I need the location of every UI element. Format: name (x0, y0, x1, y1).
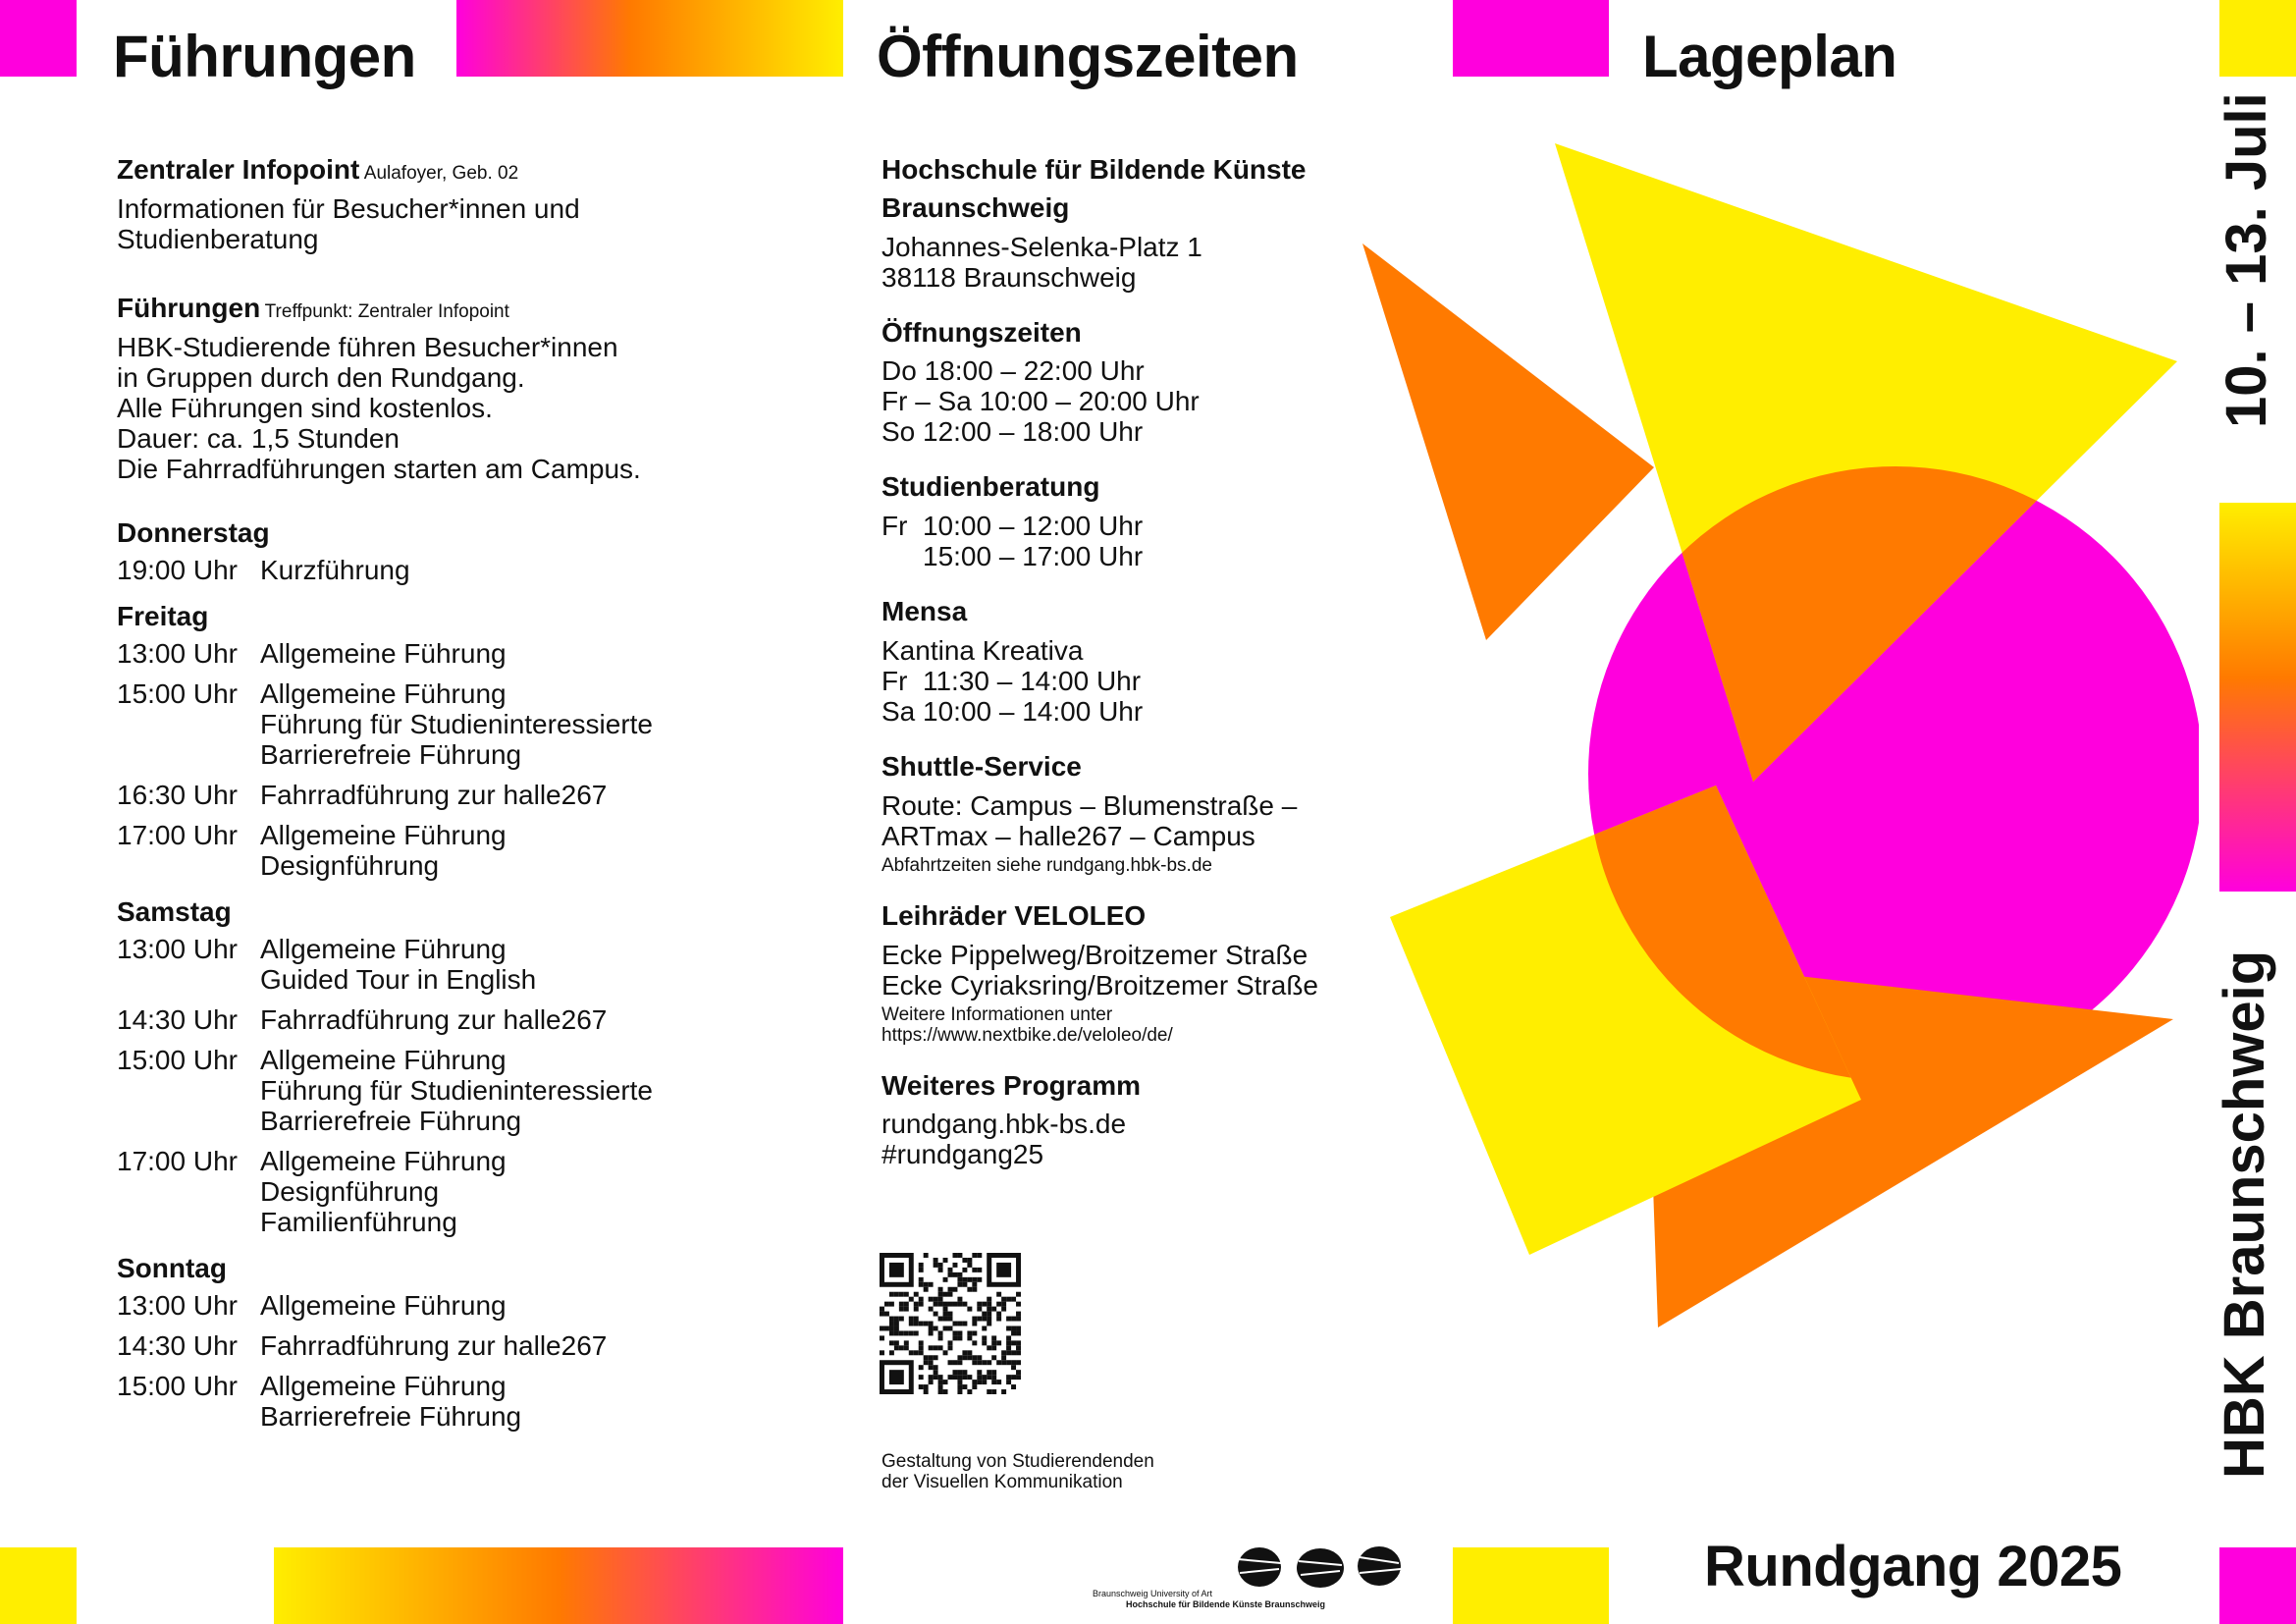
schedule-time: 15:00 Uhr (117, 1370, 238, 1401)
mensa-line-3: Sa 10:00 – 14:00 Uhr (881, 695, 1144, 727)
schedule-time: 16:30 Uhr (117, 779, 238, 810)
schedule-time: 17:00 Uhr (117, 819, 238, 850)
tours-line-1: HBK-Studierende führen Besucher*innen (117, 331, 618, 362)
tours-line-5: Die Fahrradführungen starten am Campus. (117, 453, 641, 484)
schedule-row (117, 1004, 725, 1035)
schedule-tour: Barrierefreie Führung (260, 1105, 522, 1136)
schedule-tour: Barrierefreie Führung (260, 738, 522, 770)
schedule-tour: Fahrradführung zur halle267 (260, 779, 608, 810)
schedule-time: 14:30 Uhr (117, 1329, 238, 1361)
hbk-logo (1093, 1542, 1416, 1612)
schedule-tour: Guided Tour in English (260, 963, 537, 995)
schedule-tour: Allgemeine Führung (260, 677, 507, 709)
gradient-bar-top (456, 0, 843, 77)
credits-line-1: Gestaltung von Studierendenden (881, 1451, 1154, 1472)
schedule-tour: Allgemeine Führung (260, 1370, 507, 1401)
schedule-row (117, 555, 725, 585)
yellow-bar-top-right (2219, 0, 2296, 77)
bikes-line-1: Ecke Pippelweg/Broitzemer Straße (881, 939, 1308, 970)
schedule-row (117, 678, 725, 770)
schedule-row (117, 1290, 725, 1321)
bikes-line-2: Ecke Cyriaksring/Broitzemer Straße (881, 969, 1319, 1001)
schedule-row (117, 638, 725, 669)
magenta-bar-top-left (0, 0, 77, 77)
mensa-line-1: Kantina Kreativa (881, 634, 1084, 666)
schedule-row (117, 1371, 725, 1432)
schedule-tour: Familienführung (260, 1206, 457, 1237)
schedule-row (117, 780, 725, 810)
tours-line-2: in Gruppen durch den Rundgang. (117, 361, 525, 393)
gradient-bar-vertical (2219, 503, 2296, 892)
schedule-time: 14:30 Uhr (117, 1003, 238, 1035)
logo-line-2: Hochschule für Bildende Künste Braunschweig (1126, 1599, 1326, 1609)
qr-code-icon[interactable] (880, 1253, 1021, 1394)
school-title-line-2: Braunschweig (881, 191, 1070, 223)
tours-line-4: Dauer: ca. 1,5 Stunden (117, 422, 400, 454)
school-address-line-1: Johannes-Selenka-Platz 1 (881, 231, 1202, 262)
advice-line-2: 15:00 – 17:00 Uhr (923, 541, 1144, 572)
hbk-logo-icon (1230, 1542, 1416, 1593)
schedule-row (117, 1045, 725, 1136)
schedule-day: Samstag (117, 895, 232, 927)
schedule-tour: Designführung (260, 1175, 440, 1207)
bikes-title: Leihräder VELOLEO (881, 899, 1147, 931)
info-column (881, 155, 1392, 1195)
hours-line-1: Do 18:00 – 22:00 Uhr (881, 355, 1145, 387)
schedule-time: 15:00 Uhr (117, 1044, 238, 1075)
advice-line-1: Fr 10:00 – 12:00 Uhr (881, 511, 1144, 542)
bikes-note-1: Weitere Informationen unter (881, 1003, 1113, 1025)
header-lageplan: Lageplan (1642, 24, 1897, 89)
shuttle-line-1: Route: Campus – Blumenstraße – (881, 789, 1298, 821)
mensa-line-2: Fr 11:30 – 14:00 Uhr (881, 665, 1142, 696)
program-title: Weiteres Programm (881, 1069, 1142, 1101)
schedule-tour: Allgemeine Führung (260, 637, 507, 669)
magenta-bar-top-middle (1453, 0, 1609, 77)
schedule-tour: Fahrradführung zur halle267 (260, 1329, 608, 1361)
magenta-bar-bottom-right (2219, 1547, 2296, 1624)
schedule-tour: Allgemeine Führung (260, 1044, 507, 1075)
schedule-time: 13:00 Uhr (117, 1289, 238, 1321)
school-title-line-1: Hochschule für Bildende Künste (881, 154, 1307, 185)
schedule-time: 17:00 Uhr (117, 1145, 238, 1176)
schedule-tour: Designführung (260, 849, 440, 881)
schedule-day: Donnerstag (117, 516, 270, 548)
schedule-tour: Allgemeine Führung (260, 1289, 507, 1321)
schedule-tour: Kurzführung (260, 554, 410, 585)
infopoint-line-2: Studienberatung (117, 223, 319, 254)
schedule-row (117, 1330, 725, 1361)
yellow-bar-bottom-middle (1453, 1547, 1609, 1624)
schedule-time: 13:00 Uhr (117, 933, 238, 964)
tour-schedule (117, 517, 725, 1432)
dates-vertical: 10. – 13. Juli (2215, 92, 2278, 428)
tours-title: Führungen (117, 292, 261, 323)
bikes-note-2[interactable]: https://www.nextbike.de/veloleo/de/ (881, 1024, 1173, 1046)
header-fuehrungen: Führungen (113, 24, 416, 89)
schedule-day: Freitag (117, 600, 209, 631)
shuttle-note: Abfahrtzeiten siehe rundgang.hbk-bs.de (881, 854, 1212, 876)
infopoint-line-1: Informationen für Besucher*innen und (117, 192, 580, 224)
hours-title: Öffnungszeiten (881, 316, 1082, 348)
schedule-row (117, 820, 725, 881)
tours-line-3: Alle Führungen sind kostenlos. (117, 392, 493, 423)
infopoint-title: Zentraler Infopoint (117, 154, 360, 185)
school-address-line-2: 38118 Braunschweig (881, 261, 1137, 293)
hours-line-2: Fr – Sa 10:00 – 20:00 Uhr (881, 386, 1200, 417)
tours-note: Treffpunkt: Zentraler Infopoint (264, 300, 509, 322)
logo-line-1: Braunschweig University of Art (1093, 1589, 1213, 1598)
shuttle-title: Shuttle-Service (881, 750, 1082, 782)
credits-line-2: der Visuellen Kommunikation (881, 1472, 1123, 1492)
program-link[interactable]: rundgang.hbk-bs.de (881, 1109, 1127, 1140)
schedule-time: 13:00 Uhr (117, 637, 238, 669)
header-oeffnungszeiten: Öffnungszeiten (877, 24, 1299, 89)
institution-vertical: HBK Braunschweig (2213, 949, 2276, 1479)
yellow-bar-bottom-left (0, 1547, 77, 1624)
program-hashtag: #rundgang25 (881, 1139, 1044, 1170)
schedule-tour: Führung für Studieninteressierte (260, 708, 653, 739)
schedule-day: Sonntag (117, 1252, 227, 1283)
tours-column (117, 155, 725, 1441)
infopoint-note: Aulafoyer, Geb. 02 (363, 163, 519, 184)
abstract-map-artwork (1355, 128, 2199, 1522)
mensa-title: Mensa (881, 596, 968, 627)
schedule-row (117, 1146, 725, 1237)
schedule-tour: Führung für Studieninteressierte (260, 1074, 653, 1106)
event-title: Rundgang 2025 (1704, 1535, 2122, 1598)
hours-line-3: So 12:00 – 18:00 Uhr (881, 416, 1144, 448)
schedule-tour: Allgemeine Führung (260, 1145, 507, 1176)
gradient-bar-bottom (274, 1547, 843, 1624)
schedule-tour: Allgemeine Führung (260, 933, 507, 964)
schedule-time: 15:00 Uhr (117, 677, 238, 709)
schedule-time: 19:00 Uhr (117, 554, 238, 585)
schedule-row (117, 934, 725, 995)
advice-title: Studienberatung (881, 471, 1100, 503)
shuttle-line-2: ARTmax – halle267 – Campus (881, 820, 1255, 851)
schedule-tour: Barrierefreie Führung (260, 1400, 522, 1432)
schedule-tour: Fahrradführung zur halle267 (260, 1003, 608, 1035)
schedule-tour: Allgemeine Führung (260, 819, 507, 850)
